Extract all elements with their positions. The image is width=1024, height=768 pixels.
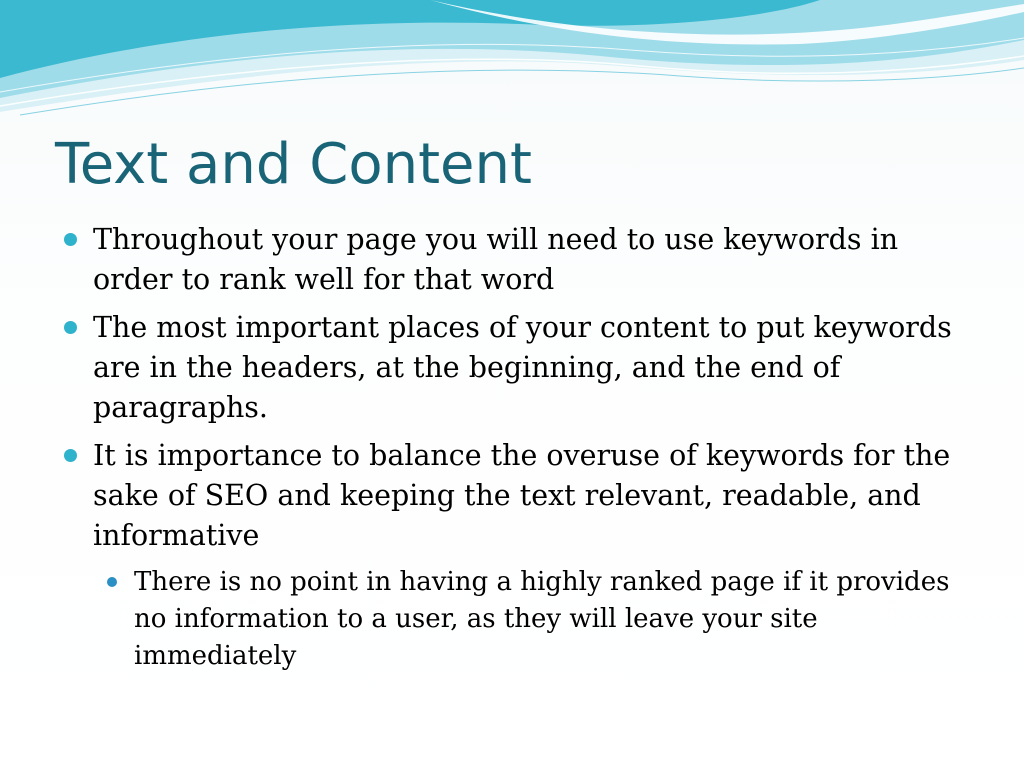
- wave-header-decoration: [0, 0, 1024, 130]
- bullet-item: [62, 308, 962, 428]
- sub-bullet-dot-icon: [107, 577, 117, 587]
- bullet-text: It is importance to balance the overuse of keywords for the sake of SEO and keeping the text relevant, readable, and informative: [93, 439, 951, 552]
- sub-bullet-item: [93, 564, 962, 675]
- sub-bullet-text: There is no point in having a highly ranked page if it provides no information to a user, as they will leave your site immediately: [134, 567, 950, 671]
- bullet-item: [62, 220, 962, 300]
- bullet-dot-icon: [64, 449, 77, 462]
- slide-title: Text and Content: [55, 132, 532, 197]
- bullet-text: The most important places of your content to put keywords are in the headers, at the beginning, and the end of paragraphs.: [93, 311, 952, 424]
- bullet-dot-icon: [64, 233, 77, 246]
- bullet-item: [62, 436, 962, 675]
- bullet-dot-icon: [64, 321, 77, 334]
- sub-bullet-list: [93, 564, 962, 675]
- bullet-text: Throughout your page you will need to use keywords in order to rank well for that word: [93, 223, 899, 296]
- bullet-list: [62, 220, 962, 683]
